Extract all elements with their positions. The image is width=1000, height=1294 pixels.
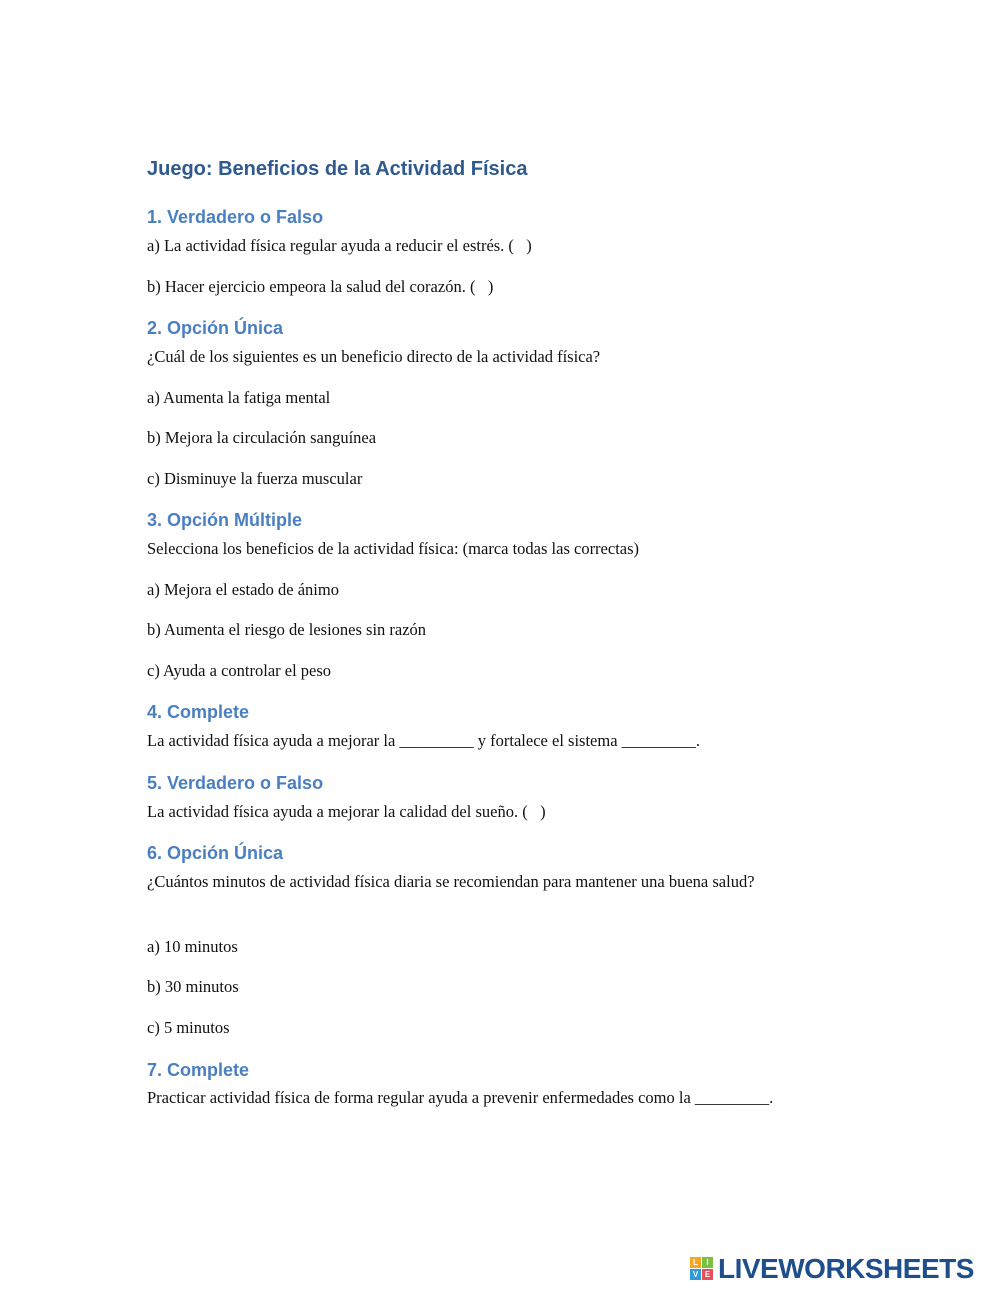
logo-icon-letter-i: I (702, 1257, 713, 1268)
section-2-option-a: a) Aumenta la fatiga mental (147, 388, 331, 407)
logo-icon-letter-e: E (702, 1269, 713, 1280)
section-2-heading: 2. Opción Única (147, 318, 284, 338)
section-2-question: ¿Cuál de los siguientes es un beneficio directo de la actividad física? (147, 347, 601, 366)
section-3-heading: 3. Opción Múltiple (147, 510, 303, 530)
section-2-option-c: c) Disminuye la fuerza muscular (147, 469, 363, 488)
logo-icon-letter-v: V (690, 1269, 701, 1280)
section-3-option-c: c) Ayuda a controlar el peso (147, 661, 332, 680)
section-1-heading: 1. Verdadero o Falso (147, 207, 324, 227)
section-3-option-a: a) Mejora el estado de ánimo (147, 580, 339, 599)
section-1-item-b: b) Hacer ejercicio empeora la salud del corazón. ( ) (147, 277, 494, 296)
section-5-heading: 5. Verdadero o Falso (147, 773, 324, 793)
section-2-option-b: b) Mejora la circulación sanguínea (147, 428, 377, 447)
section-4-sentence: La actividad física ayuda a mejorar la _________ y fortalece el sistema _________. (147, 731, 701, 750)
section-6-option-a: a) 10 minutos (147, 937, 238, 956)
section-7-sentence: Practicar actividad física de forma regular ayuda a prevenir enfermedades como la _________. (147, 1088, 774, 1107)
page-title: Juego: Beneficios de la Actividad Física (147, 158, 528, 180)
section-3-question: Selecciona los beneficios de la actividad física: (marca todas las correctas) (147, 539, 640, 558)
liveworksheets-logo-text: LIVEWORKSHEETS (718, 1253, 974, 1284)
section-5-statement: La actividad física ayuda a mejorar la calidad del sueño. ( ) (147, 802, 546, 821)
section-6-option-b: b) 30 minutos (147, 977, 239, 996)
section-6-option-c: c) 5 minutos (147, 1018, 230, 1037)
section-3-option-b: b) Aumenta el riesgo de lesiones sin razón (147, 620, 427, 639)
section-6-question: ¿Cuántos minutos de actividad física diaria se recomiendan para mantener una buena salud? (147, 872, 755, 891)
section-7-heading: 7. Complete (147, 1060, 250, 1080)
logo-icon-letter-l: L (690, 1257, 701, 1268)
liveworksheets-logo[interactable] (690, 1254, 974, 1284)
liveworksheets-logo-icon (690, 1257, 714, 1281)
section-1-item-a: a) La actividad física regular ayuda a reducir el estrés. ( ) (147, 236, 532, 255)
section-6-heading: 6. Opción Única (147, 843, 284, 863)
section-4-heading: 4. Complete (147, 702, 250, 722)
